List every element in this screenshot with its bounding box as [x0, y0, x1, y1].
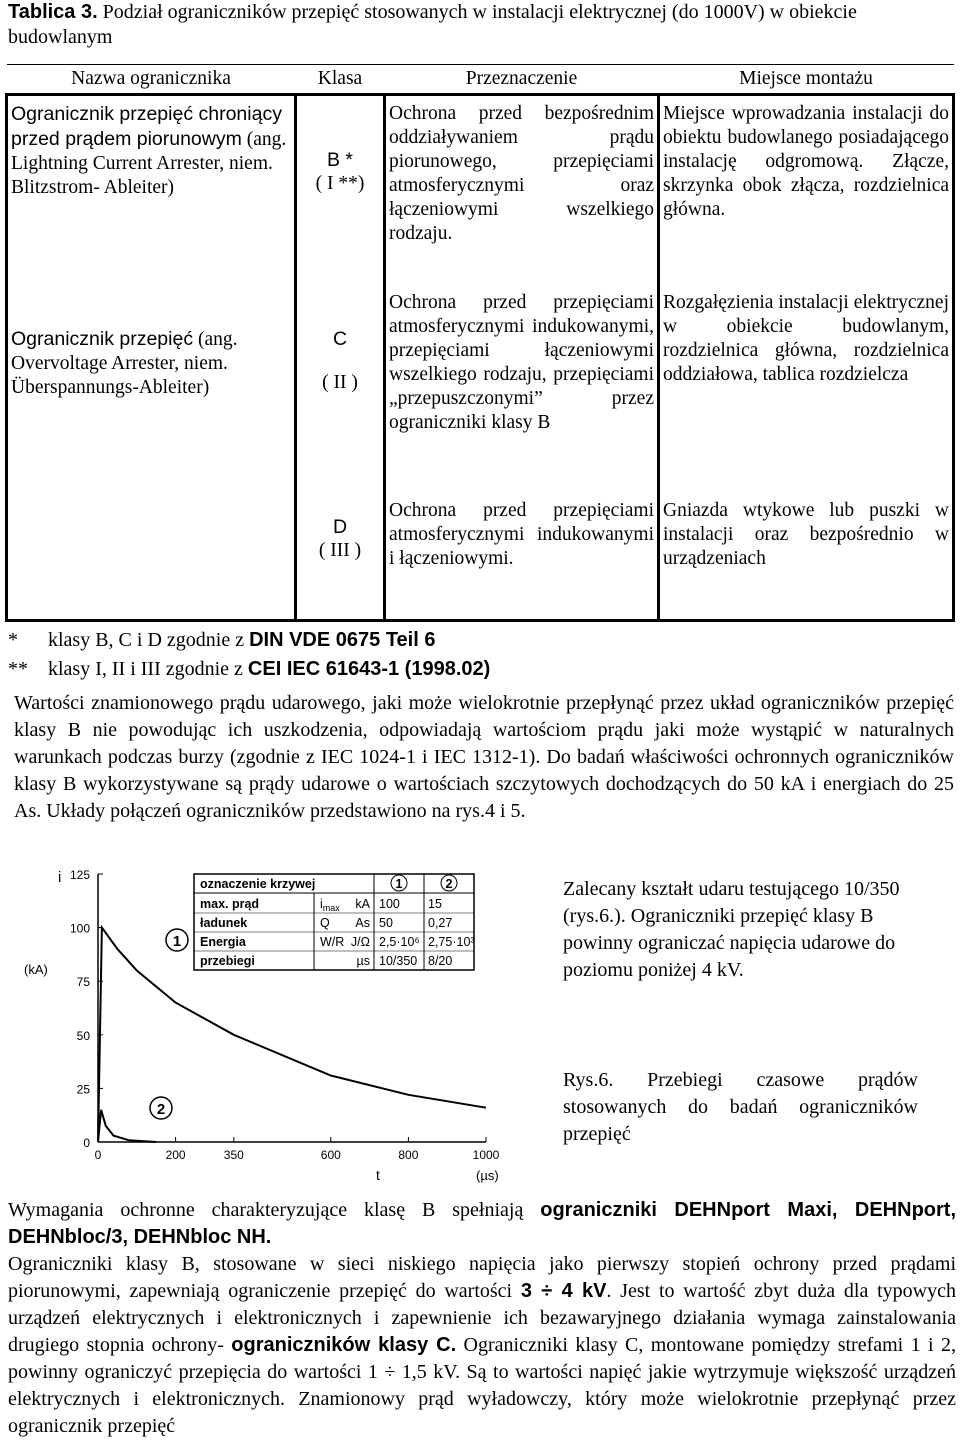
header-class: Klasa [296, 65, 385, 95]
note-text: klasy B, C i D zgodnie z [48, 629, 250, 651]
p2-class-c: ograniczników klasy C. [231, 1334, 457, 1356]
note-standard: CEI IEC 61643-1 (1998.02) [247, 658, 491, 680]
class-line2: ( III ) [318, 539, 362, 561]
y-axis-label: i [58, 869, 62, 886]
legend-row-unit: J/Ω [350, 935, 370, 949]
name-rest: (ang. Overvoltage Arrester, niem. Überspannungs-Ableiter) [11, 328, 238, 398]
cell-purpose: Ochrona przed bezpośrednim oddziaływaniem prądu piorunowego, przepięciami atmosferycznymi oraz łączeniowymi wszelkiego rodzaju. [385, 95, 659, 275]
header-name: Nazwa ogranicznika [7, 65, 296, 95]
cell-place: Miejsce wprowadzania instalacji do obiektu budowlanego posiadającego instalację odgromową. Złącze, skrzynka obok złącza, rozdzielnica główna. [659, 95, 954, 275]
legend-row-name: max. prąd [200, 897, 260, 911]
p1-text: Wymagania ochronne charakteryzujące klasę B spełniają [8, 1199, 541, 1221]
x-tick-label: 200 [165, 1148, 186, 1162]
legend-row-value1: 50 [379, 916, 393, 930]
legend-row-name: ładunek [200, 916, 248, 930]
paragraph-surge-current: Wartości znamionowego prądu udarowego, jaki może wielokrotnie przepłynąć przez układ ograniczników przepięć klasy B nie powodując ich uszkodzenia, odpowiadają wartościom prądu jaki może wystąpić w naturalnych warunkach podczas burzy (zgodnie z IEC 1024-1 i IEC 1312-1). Do badań właściwości ochronnych ograniczników klasy B wykorzystywane są prądy udarowe o wartościach szczytowych dochodzących do 50 kA i energiach do 25 As. Układy połączeń ograniczników przedstawiono na rys.4 i 5. [14, 692, 954, 822]
legend-row-value1: 100 [379, 897, 400, 911]
class-line1: D [332, 515, 348, 538]
legend-row [200, 935, 475, 949]
legend-row-value2: 0,27 [428, 916, 453, 930]
cell-place: Gniazda wtykowe lub puszki w instalacji oraz bezpośrednio w urządzeniach [659, 483, 954, 621]
y-tick-label: 100 [69, 921, 90, 936]
note-mark: ** [8, 658, 28, 680]
curve-1-marker-label: 1 [172, 933, 182, 950]
cell-purpose: Ochrona przed przepięciami atmosferycznymi indukowanymi i łączeniowymi. [385, 483, 659, 621]
figure-caption: Rys.6. Przebiegi czasowe prądów stosowanych do badań ograniczników przepięć [563, 1069, 918, 1145]
x-tick-label: 800 [398, 1148, 419, 1162]
name-rest: (ang. Lightning Current Arrester, niem. Blitzstrom- Ableiter) [11, 129, 287, 198]
x-axis-label: t [376, 1167, 380, 1183]
table-row [7, 275, 954, 483]
legend-header: oznaczenie krzywej [200, 877, 316, 891]
table-row [7, 95, 954, 275]
y-tick-label: 75 [76, 975, 90, 990]
p2-text2: . Jest to wartość zbyt duża dla typowych urządzeń elektrycznych i elektronicznych i zapewnienie ich bezawaryjnego działania wymaga zainstalowania drugiego stopnia ochrony- [8, 1280, 956, 1356]
y-tick-label: 0 [83, 1136, 90, 1150]
arrester-table [5, 64, 955, 622]
class-line1: B * [326, 149, 353, 171]
cell-name [7, 275, 296, 483]
curve-legend-table [194, 874, 475, 970]
bottom-text [8, 1197, 956, 1440]
legend-col2: 2 [445, 877, 453, 891]
table-caption [8, 0, 953, 50]
note-mark: * [8, 629, 18, 651]
legend-row-value1: 2,5·10⁶ [379, 935, 420, 949]
header-purpose: Przeznaczenie [385, 65, 659, 95]
y-tick-label: 50 [76, 1028, 90, 1043]
x-axis-unit: (µs) [476, 1168, 499, 1183]
curve-2-marker-label: 2 [156, 1101, 166, 1118]
curve-2-line [98, 1110, 156, 1142]
caption-label: Tablica 3. [8, 1, 98, 23]
legend-row-value1: 10/350 [379, 954, 418, 968]
legend-row-symbol-sub: max [322, 903, 340, 913]
cell-name [7, 483, 296, 621]
paragraph-class-c [8, 1251, 956, 1440]
legend-row-value2: 8/20 [428, 954, 453, 968]
y-tick-label: 25 [76, 1082, 90, 1097]
surge-current-figure [14, 862, 529, 1192]
legend-row-symbol: Q [320, 916, 330, 930]
legend-row-unit: µs [356, 954, 370, 968]
paragraph-class-b [8, 1197, 956, 1251]
cell-purpose: Ochrona przed przepięciami atmosferycznymi indukowanymi, przepięciami łączeniowymi wszelkiego rodzaju, przepięciami „przepuszczonymi” przez ograniczniki klasy B [385, 275, 659, 483]
caption-text: Podział ograniczników przepięć stosowanych w instalacji elektrycznej (do 1000V) w obiekcie budowlanym [8, 1, 857, 48]
legend-row-value2: 15 [428, 897, 442, 911]
x-tick-label: 0 [94, 1148, 102, 1162]
side-note-test-waveform: Zalecany kształt udaru testującego 10/350 (rys.6.). Ograniczniki przepięć klasy B powinny ograniczać napięcia udarowe do poziomu poniżej 4 kV. [563, 878, 900, 981]
legend-row-symbol: $i_{max}$ [320, 897, 340, 913]
table-header-row [7, 65, 954, 95]
class-line1: C [332, 327, 348, 350]
table-row [7, 483, 954, 621]
legend-row-name: przebiegi [200, 954, 255, 968]
cell-class [296, 95, 385, 275]
note-text: klasy I, II i III zgodnie z [48, 658, 248, 680]
cell-place: Rozgałęzienia instalacji elektrycznej w obiekcie budowlanym, rozdzielnica główna, rozdzielnica oddziałowa, tablica rozdzielcza [659, 275, 954, 483]
name-bold: Ogranicznik przepięć [11, 327, 194, 350]
p2-text1: Ograniczniki klasy B, stosowane w sieci niskiego napięcia jako pierwszy stopień ochrony przed prądami piorunowymi, zapewniają ograniczenie przepięć do wartości [8, 1253, 956, 1302]
legend-row-unit: As [355, 916, 370, 930]
legend-row-value2: 2,75·10³ [428, 935, 475, 949]
note-2 [8, 655, 490, 684]
name-bold: Ogranicznik przepięć chroniący przed prądem piorunowym [11, 103, 282, 150]
class-line2: ( II ) [322, 371, 358, 393]
x-tick-label: 1000 [472, 1148, 500, 1162]
note-standard: DIN VDE 0675 Teil 6 [249, 629, 436, 651]
class-line2: ( I **) [315, 173, 365, 194]
x-tick-label: 350 [223, 1148, 244, 1162]
cell-name [7, 95, 296, 275]
legend-row-unit: kA [355, 897, 370, 911]
p2-text3: Ograniczniki klasy C, montowane pomiędzy strefami 1 i 2, powinny ograniczyć przepięcia do wartości 1 ÷ 1,5 kV. Są to wartości napięć jakie wytrzymuje większość urządzeń elektrycznych i elektronicznych. Znamionowy prąd wyładowczy, który może wielokrotnie przepłynąć przez ogranicznik przepięć [8, 1334, 956, 1437]
legend-col1: 1 [395, 877, 403, 891]
legend-row-name: Energia [200, 935, 246, 949]
x-tick-label: 600 [320, 1148, 341, 1162]
note-1 [8, 626, 490, 655]
p1-products: ograniczniki DEHNport Maxi, DEHNport, DEHNbloc/3, DEHNbloc NH. [8, 1199, 956, 1248]
cell-class [296, 275, 385, 483]
p2-voltage: 3 ÷ 4 kV [520, 1280, 607, 1302]
header-place: Miejsce montażu [659, 65, 954, 95]
y-tick-label: 125 [69, 868, 90, 882]
table-notes [8, 626, 490, 684]
legend-row-symbol: W/R [320, 935, 345, 949]
y-axis-unit: (kA) [24, 962, 48, 977]
cell-class [296, 483, 385, 621]
